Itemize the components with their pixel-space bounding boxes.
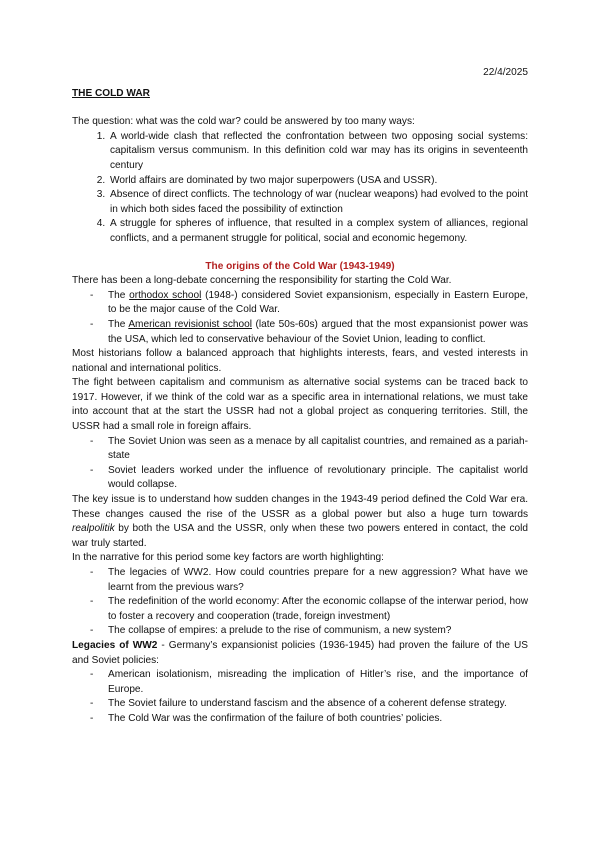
school-item: - The orthodox school (1948-) considered Soviet expansionism, especially in Eastern Europe, to be the major cause of the Cold War. xyxy=(108,289,528,318)
factors-list xyxy=(72,566,528,639)
debate-intro: There has been a long-debate concerning the responsibility for starting the Cold War. xyxy=(72,275,452,287)
soviet-point: - Soviet leaders worked under the influence of revolutionary principle. The capitalist world would collapse. xyxy=(108,464,528,493)
section-heading: The origins of the Cold War (1943-1949) xyxy=(205,260,395,272)
school-name: orthodox school xyxy=(129,289,202,301)
question-paragraph: The question: what was the cold war? could be answered by too many ways: xyxy=(72,116,415,128)
document-title: THE COLD WAR xyxy=(72,87,150,99)
failure-item: - The Soviet failure to understand fascism and the absence of a coherent defense strategy. xyxy=(108,697,528,712)
soviet-point: - The Soviet Union was seen as a menace by all capitalist countries, and remained as a pariah-state xyxy=(108,435,528,464)
failures-list xyxy=(72,668,528,726)
factor-item: - The collapse of empires: a prelude to the rise of communism, a new system? xyxy=(108,624,528,639)
factor-item: - The redefinition of the world economy: After the economic collapse of the interwar period, how to foster a recovery and cooperation (trade, foreign investment) xyxy=(108,595,528,624)
schools-list xyxy=(72,289,528,347)
definitions-list xyxy=(72,130,528,247)
definition-item: 3. Absence of direct conflicts. The technology of war (nuclear weapons) had evolved to the point in which both sides faced the possibility of extinction xyxy=(108,188,528,217)
soviet-points-list xyxy=(72,435,528,493)
definition-item: 2. World affairs are dominated by two major superpowers (USA and USSR). xyxy=(108,174,528,189)
school-name: American revisionist school xyxy=(128,318,252,330)
historians-paragraph: Most historians follow a balanced approach that highlights interests, fears, and vested interests in national and international politics. xyxy=(72,348,528,374)
failure-item: - The Cold War was the confirmation of the failure of both countries’ policies. xyxy=(108,712,528,727)
school-item: - The American revisionist school (late 50s-60s) argued that the most expansionist power was the USA, which led to conservative behaviour of the Soviet Union, leading to conflict. xyxy=(108,318,528,347)
legacies-paragraph: Legacies of WW2 - Germany’s expansionist policies (1936-1945) had proven the failure of the US and Soviet policies: xyxy=(72,639,528,666)
document-page xyxy=(72,66,528,727)
key-issue-paragraph: The key issue is to understand how sudden changes in the 1943-49 period defined the Cold War era. These changes caused the rise of the USSR as a global power but also a huge turn towards realpolitik by both the USA and the USSR, only when these two powers entered in contact, the cold war truly started. xyxy=(72,494,528,549)
narrative-intro: In the narrative for this period some key factors are worth highlighting: xyxy=(72,552,384,564)
factor-item: - The legacies of WW2. How could countries prepare for a new aggression? What have we learnt from the previous wars? xyxy=(108,566,528,595)
legacies-label: Legacies of WW2 xyxy=(72,639,158,651)
fight-paragraph: The fight between capitalism and communism as alternative social systems can be traced back to 1917. However, if we think of the cold war as a specific area in international relations, we must take into account that at the start the USSR had not a global project as conquering territories. Still, the USSR had a small role in foreign affairs. xyxy=(72,377,528,433)
definition-item: 4. A struggle for spheres of influence, that resulted in a complex system of alliances, regional conflicts, and a permanent struggle for political, social and economic hegemony. xyxy=(108,217,528,246)
failure-item: - American isolationism, misreading the implication of Hitler’s rise, and the importance of Europe. xyxy=(108,668,528,697)
definition-item: 1. A world-wide clash that reflected the confrontation between two opposing social systems: capitalism versus communism. In this definition cold war may has its origins in seventeenth century xyxy=(108,130,528,174)
document-date: 22/4/2025 xyxy=(483,67,528,78)
realpolitik-term: realpolitik xyxy=(72,523,115,535)
